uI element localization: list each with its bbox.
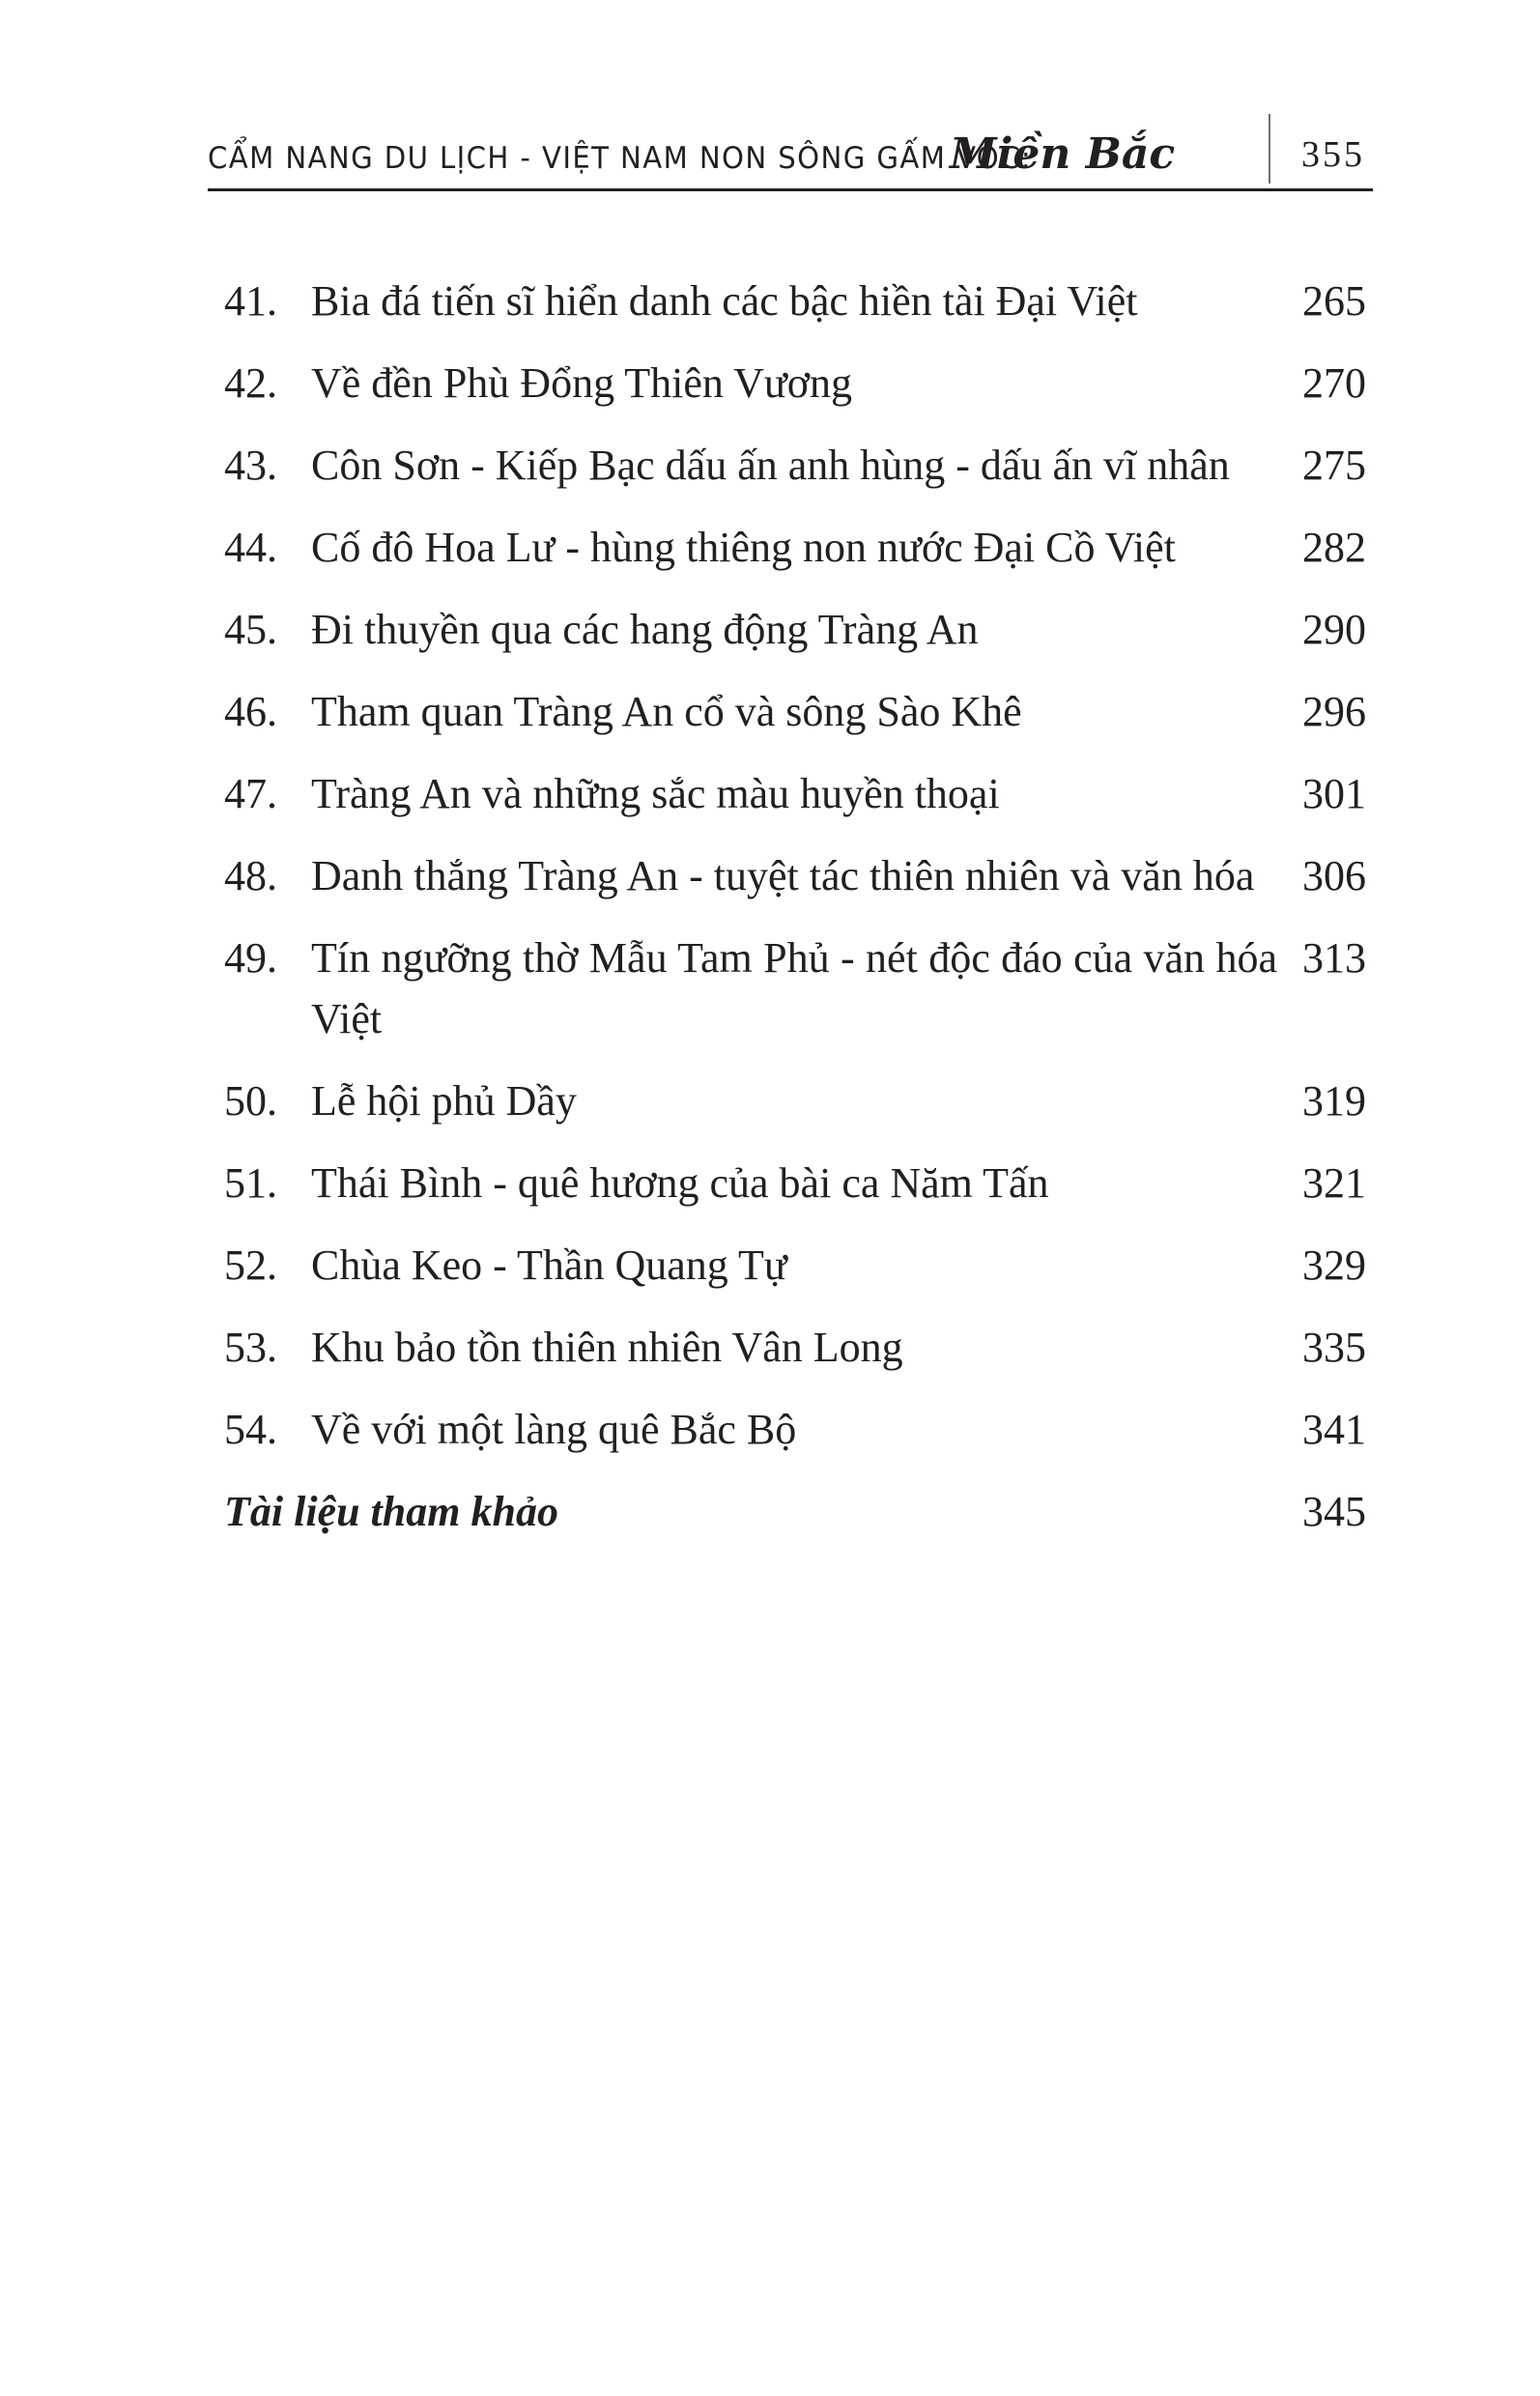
- toc-item-title: Về với một làng quê Bắc Bộ: [311, 1406, 797, 1453]
- toc-item: [224, 1317, 1366, 1378]
- page-number: 355: [1301, 134, 1365, 175]
- toc-item-page: 282: [1302, 524, 1366, 571]
- table-of-contents: [224, 271, 1366, 1542]
- toc-item-title: Lễ hội phủ Dầy: [311, 1077, 577, 1125]
- toc-item-title: Tham quan Tràng An cổ và sông Sào Khê: [311, 688, 1022, 735]
- toc-item-title: Thái Bình - quê hương của bài ca Năm Tấn: [311, 1159, 1049, 1207]
- toc-item-page: 341: [1302, 1406, 1366, 1453]
- toc-item-page: 313: [1302, 934, 1366, 982]
- toc-item: [224, 271, 1366, 331]
- toc-item: [224, 1153, 1366, 1213]
- toc-item-page: 296: [1302, 688, 1366, 735]
- toc-item: [224, 353, 1366, 414]
- toc-item-page: 329: [1302, 1241, 1366, 1289]
- toc-references-label: Tài liệu tham khảo: [224, 1488, 558, 1535]
- toc-references: [224, 1481, 1366, 1542]
- toc-item-page: 270: [1302, 359, 1366, 407]
- running-header-title: CẨM NANG DU LỊCH - VIỆT NAM NON SÔNG GẤM VÓC:: [208, 141, 1033, 176]
- running-header: [208, 97, 1373, 193]
- toc-item-number: 43.: [224, 442, 277, 489]
- toc-item-page: 301: [1302, 770, 1366, 817]
- header-rule: [208, 188, 1373, 191]
- toc-item-title: Tín ngưỡng thờ Mẫu Tam Phủ - nét độc đáo của văn hóa Việt: [311, 934, 1277, 1042]
- running-header-script-title: Miền Bắc: [950, 129, 1176, 179]
- toc-item-number: 54.: [224, 1406, 277, 1453]
- toc-item-page: 265: [1302, 277, 1366, 325]
- toc-item-number: 41.: [224, 277, 277, 325]
- toc-item-title: Khu bảo tồn thiên nhiên Vân Long: [311, 1324, 903, 1371]
- toc-references-page: 345: [1302, 1488, 1366, 1535]
- toc-item-page: 319: [1302, 1077, 1366, 1125]
- header-divider: [1269, 114, 1270, 184]
- toc-item: [224, 681, 1366, 742]
- toc-item-title: Cố đô Hoa Lư - hùng thiêng non nước Đại Cồ Việt: [311, 524, 1176, 571]
- toc-item-page: 321: [1302, 1159, 1366, 1207]
- toc-item-number: 45.: [224, 606, 277, 653]
- toc-item-page: 306: [1302, 852, 1366, 899]
- toc-item-number: 53.: [224, 1324, 277, 1371]
- toc-item-page: 335: [1302, 1324, 1366, 1371]
- toc-item-number: 52.: [224, 1241, 277, 1289]
- toc-item: [224, 517, 1366, 578]
- toc-item-number: 44.: [224, 524, 277, 571]
- toc-item-title: Danh thắng Tràng An - tuyệt tác thiên nhiên và văn hóa: [311, 852, 1255, 899]
- toc-item-title: Bia đá tiến sĩ hiển danh các bậc hiền tài Đại Việt: [311, 277, 1138, 325]
- toc-item-title: Chùa Keo - Thần Quang Tự: [311, 1241, 787, 1289]
- toc-item-title: Về đền Phù Đổng Thiên Vương: [311, 359, 853, 407]
- toc-item-number: 49.: [224, 934, 277, 982]
- toc-item-page: 290: [1302, 606, 1366, 653]
- toc-item-number: 51.: [224, 1159, 277, 1207]
- toc-item-title: Đi thuyền qua các hang động Tràng An: [311, 606, 979, 653]
- toc-item-number: 47.: [224, 770, 277, 817]
- toc-item: [224, 1070, 1366, 1131]
- toc-item-number: 50.: [224, 1077, 277, 1125]
- toc-item: [224, 1235, 1366, 1296]
- toc-item: [224, 927, 1366, 1049]
- toc-item-number: 48.: [224, 852, 277, 899]
- toc-item: [224, 763, 1366, 824]
- toc-item-title: Côn Sơn - Kiếp Bạc dấu ấn anh hùng - dấu ấn vĩ nhân: [311, 442, 1230, 489]
- toc-item-number: 42.: [224, 359, 277, 407]
- toc-item: [224, 435, 1366, 496]
- toc-item-number: 46.: [224, 688, 277, 735]
- toc-item: [224, 1399, 1366, 1460]
- toc-item-title: Tràng An và những sắc màu huyền thoại: [311, 770, 1000, 817]
- toc-item: [224, 845, 1366, 906]
- toc-item: [224, 599, 1366, 660]
- toc-item-page: 275: [1302, 442, 1366, 489]
